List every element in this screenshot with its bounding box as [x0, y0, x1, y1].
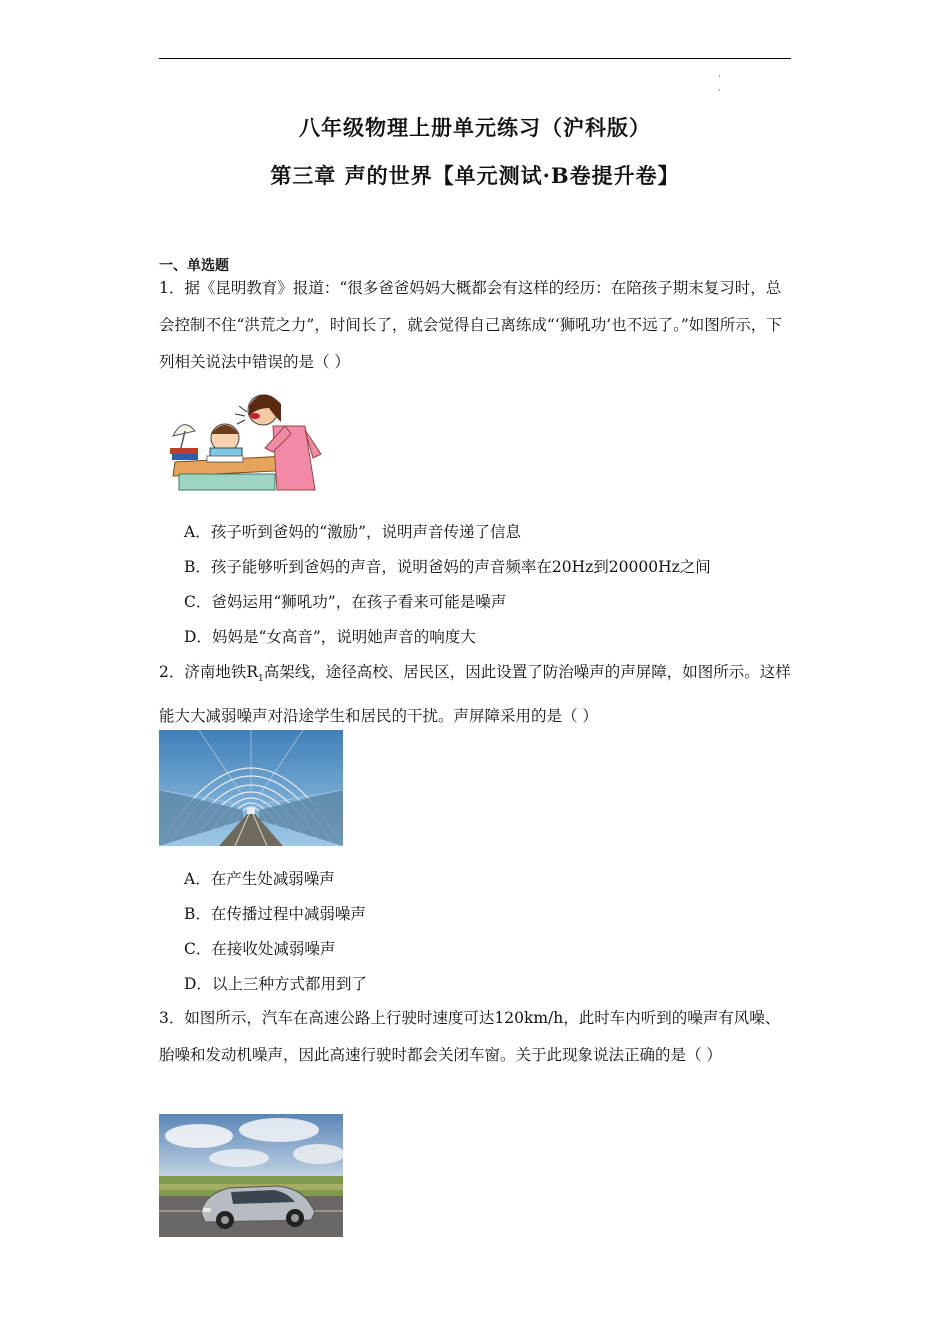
- option-1c: [184, 590, 506, 614]
- section-heading: 一、单选题: [159, 258, 229, 274]
- option-text: 以上三种方式都用到了: [211, 975, 367, 993]
- option-letter: B．: [184, 558, 211, 576]
- question-3: [159, 1000, 791, 1074]
- question-text-end: 高架线，途径高校、居民区，因此设置了防治噪声的声屏障，如图所示。这样能大大减弱噪声对沿途学生和居民的干扰。声屏障采用的是（ ）: [159, 663, 791, 726]
- option-letter: C．: [184, 940, 212, 958]
- option-text: 孩子能够听到爸妈的声音，说明爸妈的声音频率在20Hz到20000Hz之间: [210, 558, 711, 576]
- option-letter: A．: [184, 523, 211, 541]
- option-1a: [184, 520, 521, 544]
- option-2a: [184, 867, 335, 891]
- option-2d: [184, 972, 367, 996]
- option-text: 爸妈运用“狮吼功”，在孩子看来可能是噪声: [211, 593, 507, 611]
- option-2b: [184, 902, 366, 926]
- question-text: 如图所示，汽车在高速公路上行驶时速度可达120km/h，此时车内听到的噪声有风噪、胎噪和发动机噪声，因此高速行驶时都会关闭车窗。关于此现象说法正确的是（ ）: [159, 1009, 781, 1064]
- car-on-highway-image: [159, 1114, 343, 1237]
- option-text: 妈妈是“女高音”，说明她声音的响度大: [211, 628, 476, 646]
- question-number: 2．: [159, 663, 185, 681]
- sound-barrier-tunnel-image: [159, 730, 343, 846]
- option-text: 孩子听到爸妈的“激励”，说明声音传递了信息: [210, 523, 522, 541]
- document-subtitle: 第三章 声的世界【单元测试·B卷提升卷】: [270, 163, 680, 188]
- option-letter: A．: [184, 870, 211, 888]
- question-1: [159, 270, 791, 381]
- question-2: [159, 654, 791, 735]
- option-text: 在产生处减弱噪声: [210, 870, 335, 888]
- question-text-start: 济南地铁R: [184, 663, 259, 681]
- option-letter: D．: [184, 628, 212, 646]
- option-letter: C．: [184, 593, 212, 611]
- option-2c: [184, 937, 335, 961]
- option-1b: [184, 555, 711, 579]
- option-1d: [184, 625, 476, 649]
- cartoon-mother-child-image: [165, 386, 327, 492]
- option-text: 在接收处减弱噪声: [211, 940, 336, 958]
- question-text: 据《昆明教育》报道：“很多爸爸妈妈大概都会有这样的经历：在陪孩子期末复习时，总会控制不住“洪荒之力”，时间长了，就会觉得自己离练成“‘狮吼功’也不远了。”如图所示，下列相关说法中错误的是（ ）: [159, 279, 782, 371]
- document-title: 八年级物理上册单元练习（沪科版）: [299, 115, 651, 140]
- header-rule: [159, 58, 791, 59]
- question-number: 1．: [159, 279, 185, 297]
- option-letter: D．: [184, 975, 212, 993]
- question-number: 3．: [159, 1009, 185, 1027]
- header-marks: · ·: [718, 72, 721, 96]
- option-letter: B．: [184, 905, 211, 923]
- option-text: 在传播过程中减弱噪声: [210, 905, 366, 923]
- question-text-subscript: 1: [258, 674, 264, 685]
